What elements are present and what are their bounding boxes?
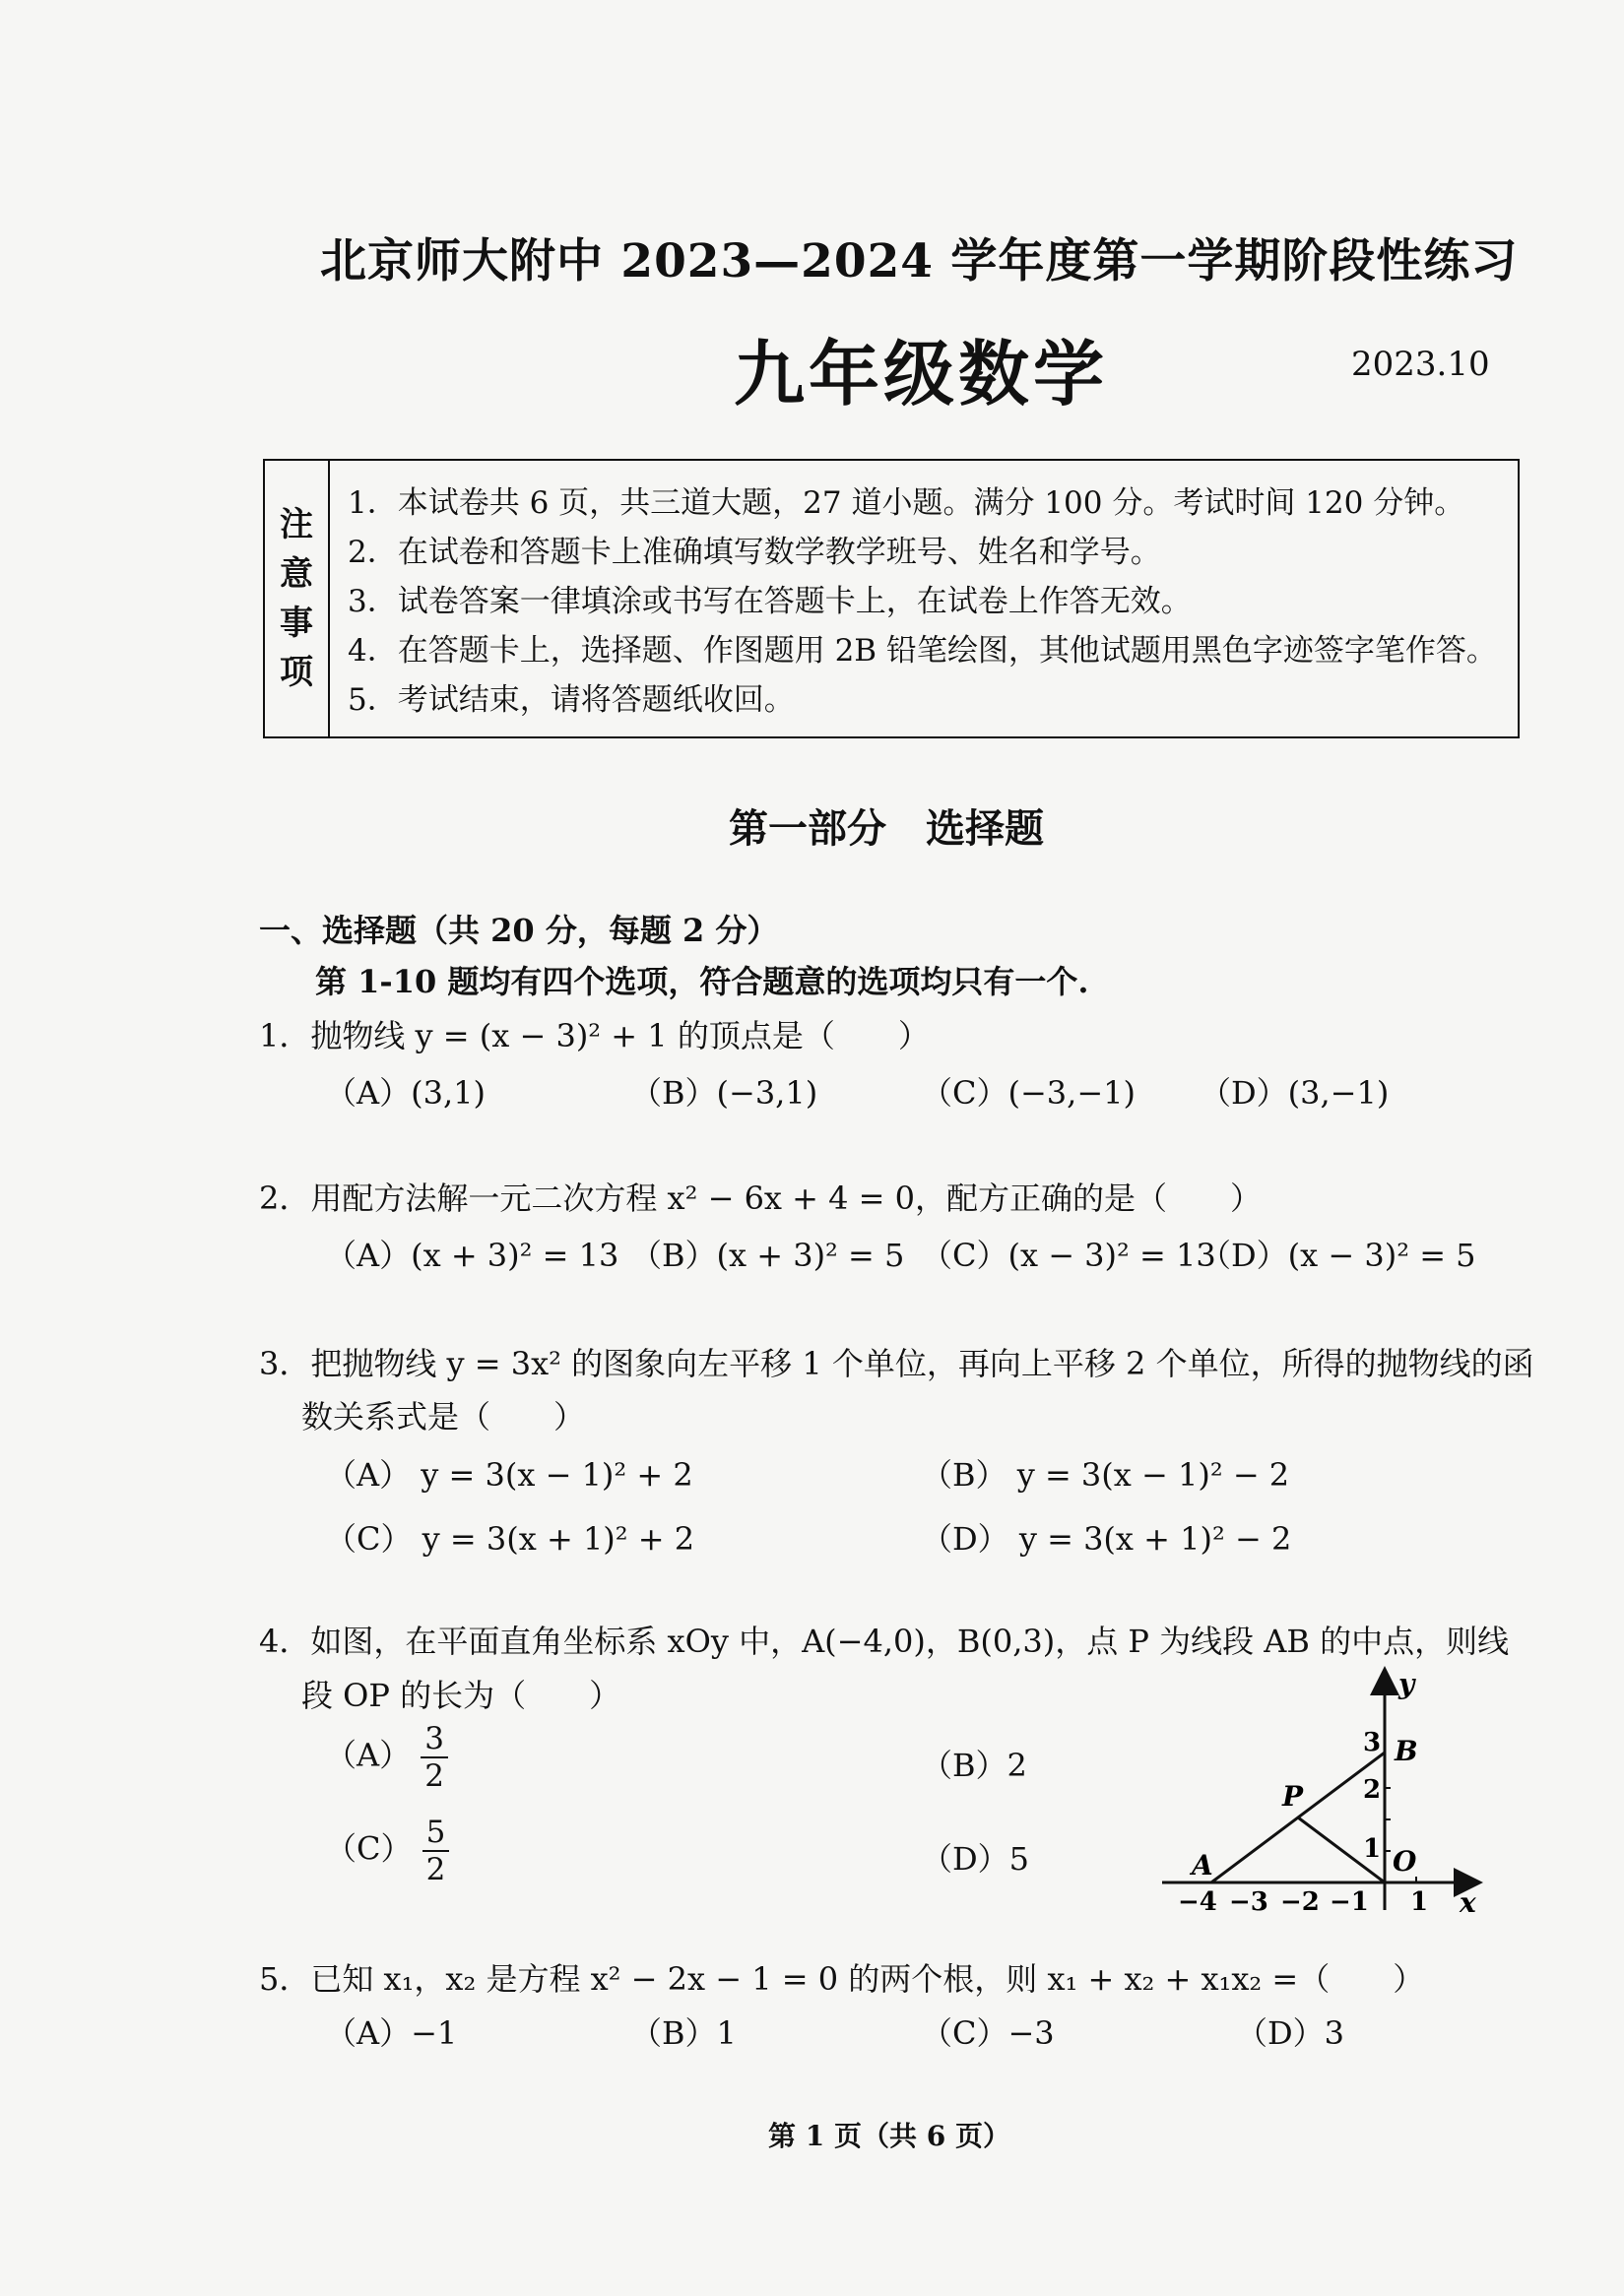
notice-label-char: 意 — [280, 554, 313, 594]
notice-item: 1．本试卷共 6 页，共三道大题，27 道小题。满分 100 分。考试时间 120 分钟。 — [348, 485, 1465, 521]
exam-title: 北京师大附中 2023—2024 学年度第一学期阶段性练习 — [320, 234, 1519, 288]
question-5-option-a: （A）−1 — [325, 2014, 458, 2052]
fraction-denominator: 2 — [424, 1758, 445, 1794]
exam-date: 2023.10 — [1351, 345, 1490, 384]
question-5-stem: 5．已知 x₁，x₂ 是方程 x² − 2x − 1 = 0 的两个根，则 x₁ + x₂ + x₁x₂ =（ ） — [259, 1960, 1425, 1998]
question-1-option-b: （B）(−3,1) — [630, 1074, 818, 1112]
x-tick-label: −1 — [1330, 1887, 1369, 1917]
part-title: 一、选择题（共 20 分，每题 2 分） — [259, 912, 779, 949]
subject-title: 九年级数学 — [734, 332, 1109, 415]
notice-item: 5．考试结束，请将答题纸收回。 — [348, 682, 795, 718]
question-5-option-d: （D）3 — [1236, 2014, 1345, 2052]
question-1-option-d: （D）(3,−1) — [1200, 1074, 1390, 1112]
page-footer: 第 1 页（共 6 页） — [768, 2120, 1010, 2152]
question-2-stem: 2．用配方法解一元二次方程 x² − 6x + 4 = 0，配方正确的是（ ） — [259, 1180, 1263, 1217]
y-axis-label: y — [1398, 1668, 1415, 1700]
question-4-option-c — [325, 1815, 449, 1887]
question-4-option-d: （D）5 — [921, 1840, 1030, 1878]
question-4-stem-cont: 段 OP 的长为（ ） — [301, 1677, 621, 1714]
question-2-option-d: （D）(x − 3)² = 5 — [1200, 1237, 1476, 1274]
notice-item: 3．试卷答案一律填涂或书写在答题卡上，在试卷上作答无效。 — [348, 584, 1192, 619]
y-tick-label: 2 — [1363, 1775, 1382, 1805]
question-3-stem: 3．把抛物线 y = 3x² 的图象向左平移 1 个单位，再向上平移 2 个单位，所得的抛物线的函 — [259, 1345, 1534, 1382]
question-3-option-d: （D） y = 3(x + 1)² − 2 — [921, 1520, 1292, 1558]
fraction-numerator: 3 — [421, 1721, 448, 1758]
question-1-option-a: （A）(3,1) — [325, 1074, 486, 1112]
question-3-option-b: （B） y = 3(x − 1)² − 2 — [921, 1456, 1290, 1494]
question-3-option-a: （A） y = 3(x − 1)² + 2 — [325, 1456, 693, 1494]
question-5-option-b: （B）1 — [630, 2014, 737, 2052]
point-o-label: O — [1393, 1845, 1417, 1878]
fraction — [421, 1721, 448, 1794]
question-5-option-c: （C）−3 — [921, 2014, 1055, 2052]
option-label: （A） — [325, 1736, 412, 1774]
part-intro: 第 1-10 题均有四个选项，符合题意的选项均只有一个. — [315, 963, 1089, 1000]
question-4-option-a — [325, 1721, 448, 1794]
fraction — [422, 1815, 450, 1887]
question-3-stem-cont: 数关系式是（ ） — [301, 1398, 586, 1435]
option-label: （C） — [325, 1829, 413, 1868]
question-4-figure — [1162, 1664, 1487, 1920]
notice-box — [263, 459, 1520, 738]
notice-label-char: 事 — [280, 604, 313, 643]
x-axis-label: x — [1460, 1886, 1476, 1919]
question-4-option-b: （B）2 — [921, 1747, 1027, 1784]
question-4-stem: 4．如图，在平面直角坐标系 xOy 中，A(−4,0)，B(0,3)，点 P 为线段 AB 的中点，则线 — [259, 1623, 1510, 1660]
notice-label-char: 项 — [280, 653, 313, 692]
x-tick-label: −4 — [1178, 1887, 1217, 1917]
fraction-numerator: 5 — [422, 1815, 450, 1852]
notice-label-char: 注 — [280, 505, 313, 544]
point-a-label: A — [1192, 1849, 1213, 1881]
question-2-option-a: （A）(x + 3)² = 13 — [325, 1237, 619, 1274]
x-tick-label: −3 — [1229, 1887, 1268, 1917]
question-1-option-c: （C）(−3,−1) — [921, 1074, 1136, 1112]
section-title: 第一部分 选择题 — [729, 805, 1044, 852]
x-tick-label: 1 — [1410, 1887, 1429, 1917]
question-2-option-c: （C）(x − 3)² = 13 — [921, 1237, 1216, 1274]
notice-item: 2．在试卷和答题卡上准确填写数学教学班号、姓名和学号。 — [348, 535, 1161, 570]
question-3-option-c: （C） y = 3(x + 1)² + 2 — [325, 1520, 695, 1558]
x-tick-label: −2 — [1280, 1887, 1320, 1917]
point-p-label: P — [1282, 1780, 1304, 1813]
notice-label — [265, 461, 330, 736]
point-b-label: B — [1395, 1735, 1418, 1767]
y-tick-label: 1 — [1363, 1834, 1382, 1864]
notice-item: 4．在答题卡上，选择题、作图题用 2B 铅笔绘图，其他试题用黑色字迹签字笔作答。 — [348, 633, 1497, 669]
question-1-stem: 1．抛物线 y = (x − 3)² + 1 的顶点是（ ） — [259, 1017, 930, 1054]
question-2-option-b: （B）(x + 3)² = 5 — [630, 1237, 905, 1274]
fraction-denominator: 2 — [425, 1852, 446, 1887]
y-tick-label: 3 — [1363, 1728, 1382, 1757]
notice-items — [348, 478, 1497, 725]
